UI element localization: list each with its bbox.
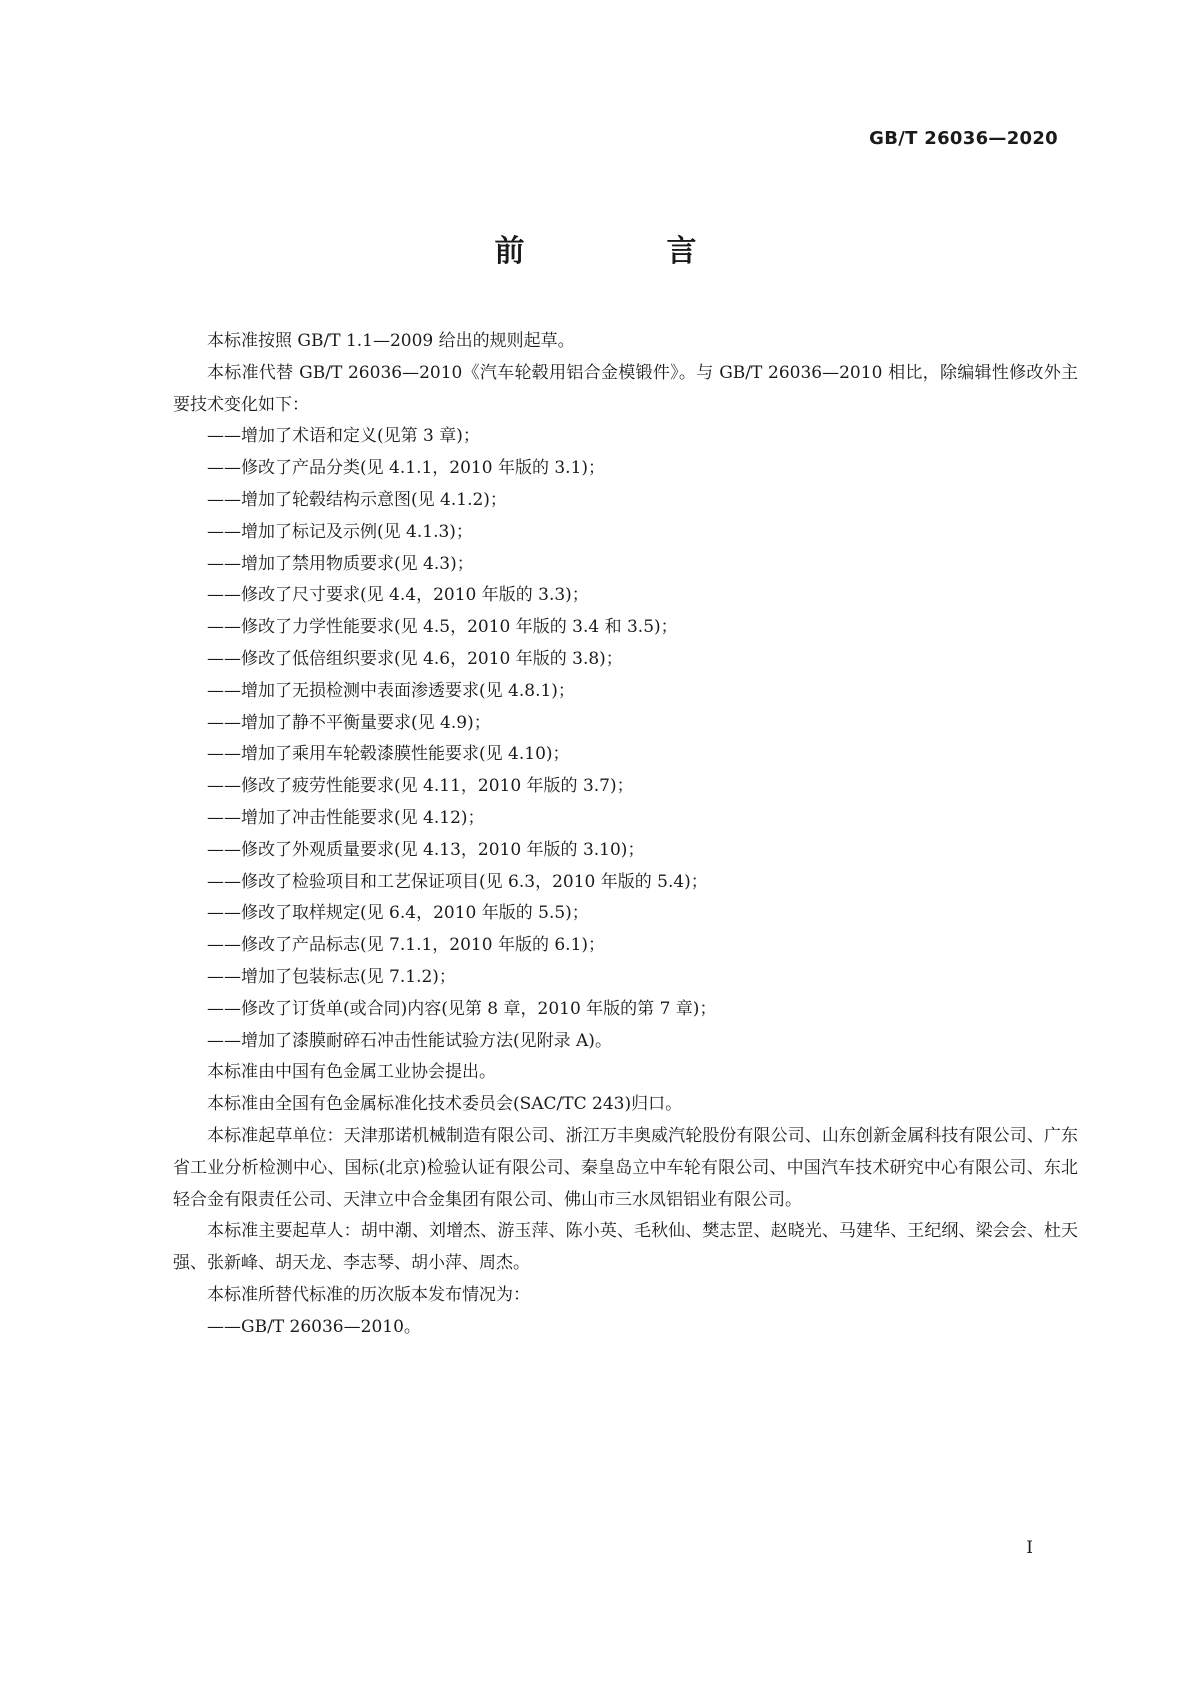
changes-list bbox=[173, 421, 1078, 1057]
page-number: I bbox=[1026, 1538, 1033, 1558]
list-item: ——修改了外观质量要求(见 4.13，2010 年版的 3.10)； bbox=[207, 839, 645, 860]
list-item: ——修改了低倍组织要求(见 4.6，2010 年版的 3.8)； bbox=[207, 648, 623, 669]
list-item: ——修改了疲劳性能要求(见 4.11，2010 年版的 3.7)； bbox=[207, 776, 634, 797]
list-item: ——修改了产品分类(见 4.1.1，2010 年版的 3.1)； bbox=[207, 458, 606, 479]
list-item: ——增加了无损检测中表面渗透要求(见 4.8.1)； bbox=[207, 680, 575, 701]
list-item: ——增加了漆膜耐碎石冲击性能试验方法(见附录 A)。 bbox=[207, 1030, 612, 1051]
paragraph: 本标准代替 GB/T 26036—2010《汽车轮毂用铝合金模锻件》。与 GB/T 26036—2010 相比，除编辑性修改外主要技术变化如下： bbox=[173, 362, 1078, 415]
list-item: ——增加了静不平衡量要求(见 4.9)； bbox=[207, 712, 491, 733]
list-item: ——增加了术语和定义(见第 3 章)； bbox=[207, 426, 480, 447]
document-body bbox=[173, 326, 1078, 1344]
paragraph: 本标准按照 GB/T 1.1—2009 给出的规则起草。 bbox=[207, 331, 575, 351]
standard-code: GB/T 26036—2020 bbox=[869, 128, 1058, 149]
list-item: ——修改了取样规定(见 6.4，2010 年版的 5.5)； bbox=[207, 903, 589, 924]
list-item: ——增加了冲击性能要求(见 4.12)； bbox=[207, 807, 485, 828]
paragraph: 本标准所替代标准的历次版本发布情况为： bbox=[207, 1284, 530, 1305]
list-item: ——增加了轮毂结构示意图(见 4.1.2)； bbox=[207, 489, 507, 510]
list-item: ——GB/T 26036—2010。 bbox=[207, 1316, 421, 1337]
list-item: ——修改了尺寸要求(见 4.4，2010 年版的 3.3)； bbox=[207, 585, 589, 606]
list-item: ——修改了力学性能要求(见 4.5，2010 年版的 3.4 和 3.5)； bbox=[207, 617, 678, 638]
paragraph: 本标准由全国有色金属标准化技术委员会(SAC/TC 243)归口。 bbox=[207, 1094, 683, 1115]
list-item: ——修改了产品标志(见 7.1.1，2010 年版的 6.1)； bbox=[207, 935, 606, 956]
paragraph: 本标准由中国有色金属工业协会提出。 bbox=[207, 1062, 496, 1083]
paragraph: 本标准起草单位：天津那诺机械制造有限公司、浙江万丰奥威汽轮股份有限公司、山东创新金属科技有限公司、广东省工业分析检测中心、国标(北京)检验认证有限公司、秦皇岛立中车轮有限公司、中国汽车技术研究中心有限公司、东北轻合金有限责任公司、天津立中合金集团有限公司、佛山市三水凤铝铝业有限公司。 bbox=[173, 1125, 1078, 1210]
page-title: 前 言 bbox=[494, 234, 753, 269]
list-item: ——修改了订货单(或合同)内容(见第 8 章，2010 年版的第 7 章)； bbox=[207, 998, 717, 1019]
paragraph: 本标准主要起草人：胡中潮、刘增杰、游玉萍、陈小英、毛秋仙、樊志罡、赵晓光、马建华、王纪纲、梁会会、杜天强、张新峰、胡天龙、李志琴、胡小萍、周杰。 bbox=[173, 1221, 1078, 1274]
list-item: ——增加了禁用物质要求(见 4.3)； bbox=[207, 553, 474, 574]
list-item: ——增加了包装标志(见 7.1.2)； bbox=[207, 966, 456, 987]
list-item: ——增加了标记及示例(见 4.1.3)； bbox=[207, 521, 473, 542]
list-item: ——增加了乘用车轮毂漆膜性能要求(见 4.10)； bbox=[207, 744, 570, 765]
list-item: ——修改了检验项目和工艺保证项目(见 6.3，2010 年版的 5.4)； bbox=[207, 871, 708, 892]
